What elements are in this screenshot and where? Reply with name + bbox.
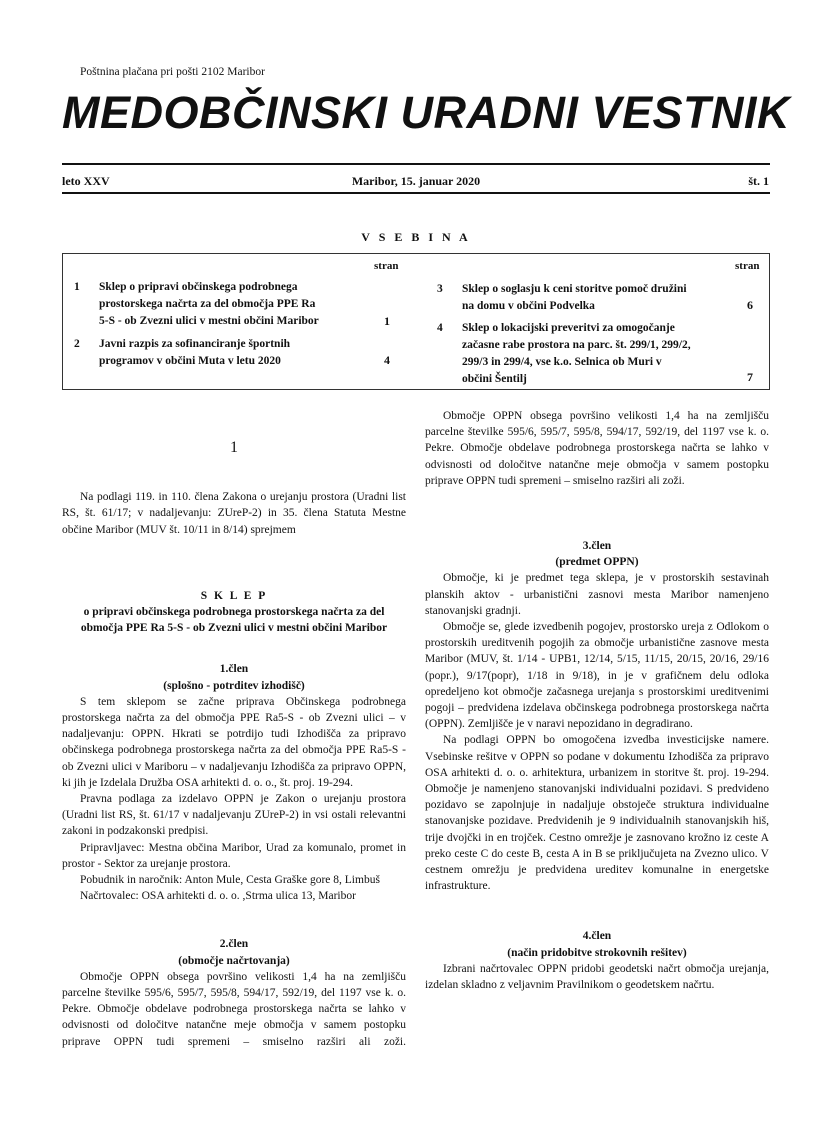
document-type: S K L E P <box>200 589 268 602</box>
toc-item-number: 4 <box>437 322 443 334</box>
right-column <box>425 410 769 993</box>
section-2-text-start: Območje OPPN obsega površino velikosti 1,4 ha na zemljišču parcelne številke 595/6, 595/7, 595/8, 594/17, 592/19, del 1197 vse k. o. Pekre. Območje obdelave podrobnega prostorskega načrta se lahko v odvisnosti od določitve natančne meje območja v samem postopku priprave OPPN tudi spremeni – smiselno razširi ali zoži. <box>62 970 406 1048</box>
toc-item-title: Sklep o soglasju k ceni storitve pomoč družini na domu v občini Podvelka <box>462 283 687 312</box>
volume-year: leto XXV <box>62 174 110 188</box>
section-4-heading: 4.člen <box>582 930 612 943</box>
section-1-paragraph: Pravna podlaga za izdelavo OPPN je Zakon o urejanju prostora (Uradni list RS, št. 61/17 v nadaljevanju ZUreP-2) in vsi ostali relevantni zakoni in podzakonski predpisi. <box>62 793 406 838</box>
toc-item-number: 3 <box>437 283 443 295</box>
toc-item-page: 1 <box>384 314 390 328</box>
toc-page-label-right: stran <box>735 260 760 272</box>
section-4-subheading: (način pridobitve strokovnih rešitev) <box>507 946 687 959</box>
section-2-text-continued: Območje OPPN obsega površino velikosti 1,4 ha na zemljišču parcelne številke 595/6, 595/7, 595/8, 594/17, 592/19, del 1197 vse k. o. Pekre. Območje obdelave podrobnega prostorskega načrta se lahko v odvisnosti od določitve natančne meje območja v samem postopku priprave OPPN tudi spremeni – smiselno razširi ali zoži. <box>425 410 769 487</box>
left-column <box>62 439 406 1048</box>
section-1-paragraph: Pobudnik in naročnik: Anton Mule, Cesta Graške gore 8, Limbuš <box>80 874 380 887</box>
toc-item-title: Javni razpis za sofinanciranje športnih programov v občini Muta v letu 2020 <box>99 338 291 367</box>
header-rule-top <box>62 163 770 165</box>
section-2-heading: 2.člen <box>219 938 249 951</box>
masthead-title: MEDOBČINSKI URADNI VESTNIK <box>62 87 791 138</box>
section-2-subheading: (območje načrtovanja) <box>178 954 290 967</box>
header-rule-bottom <box>62 192 770 194</box>
section-1-paragraph: Pripravljavec: Mestna občina Maribor, Urad za komunalo, promet in prostor - Sektor za urejanje prostora. <box>62 841 406 870</box>
toc-item-title: Sklep o pripravi občinskega podrobnega prostorskega načrta za del območja PPE Ra 5-S - ob Zvezni ulici v mestni občini Maribor <box>99 281 319 327</box>
postage-note: Poštnina plačana pri pošti 2102 Maribor <box>80 66 265 78</box>
document-title: o pripravi občinskega podrobnega prostorskega načrta za del območja PPE Ra 5-S - ob Zvezni ulici v mestni občini Maribor <box>80 606 388 635</box>
section-3-paragraph: Območje se, glede izvedbenih pogojev, prostorsko ureja z Odlokom o prostorskih ureditvenih pogojih za območje urbanistične zasnove mesta Maribor (MUV, št. 1/14 - UPB1, 12/14, 5/15, 11/15, 20/15, 20/16, 29/16 (popr.), 9/17(popr), 1/18 in 9/18), in je v grafičnem delu odloka opredeljeno kot območje začasnega urejanja s prostorskimi ureditvenimi pogoji – predvidena izdelava občinskega podrobnega prostorskega načrta (OPPN). Zemljišče je v naravi nepozidano in degradirano. <box>425 621 769 731</box>
preamble: Na podlagi 119. in 110. člena Zakona o urejanju prostora (Uradni list RS, št. 61/17; v nadaljevanju: ZUreP-2) in 35. člena Statuta Mestne občine Maribor (MUV št. 10/11 in 8/14) sprejmem <box>62 491 406 536</box>
section-3-subheading: (predmet OPPN) <box>555 556 639 569</box>
section-3-paragraph: Na podlagi OPPN bo omogočena izvedba investicijske namere. Vsebinske rešitve v OPPN so podane v dokumentu Izhodišča za pripravo OSA arhitekti d. o. o. arhitektura, urbanizem in storitve št. proj. 19-294. Območje je namenjeno stanovanjski individualni pozidavi. S predvideno pozidavo se zapolnjuje in nadaljuje obstoječe struktura individualne stanovanjske pozidave. Predvidenih je 9 individualnih stanovanjskih hiš, trije dvojčki in en trojček. Cestno omrežje je zasnovano krožno iz ceste A preko ceste C do ceste B, cesta A in B se priključujeta na Zvezno ulico. V cestnem omrežju je predvidena ureditev komunalne in energetske infrastrukture. <box>425 734 769 893</box>
toc-item-page: 6 <box>747 298 753 312</box>
toc-item-page: 7 <box>747 370 753 384</box>
section-3-paragraph: Območje, ki je predmet tega sklepa, je v prostorskih sestavinah planskih aktov - urbanistični zasnovi mesta Maribor namenjeno stanovanjski gradnji. <box>425 572 769 617</box>
toc-item-number: 2 <box>74 338 80 350</box>
section-1-heading: 1.člen <box>219 663 249 676</box>
section-4-text: Izbrani načrtovalec OPPN pridobi geodetski načrt območja urejanja, izdelan skladno z veljavnim Pravilnikom o geodetskem načrtu. <box>425 962 769 992</box>
article-number: 1 <box>230 439 238 456</box>
toc-item-page: 4 <box>384 353 390 367</box>
section-1-paragraph: Načrtovalec: OSA arhitekti d. o. o. ,Strma ulica 13, Maribor <box>80 890 356 903</box>
toc-item-number: 1 <box>74 281 80 293</box>
toc-item-title: Sklep o lokacijski preveritvi za omogočanje začasne rabe prostora na parc. št. 299/1, 299/2, 299/3 in 299/4, vse k.o. Selnica ob Muri v občini Šentilj <box>462 322 691 385</box>
section-1-subheading: (splošno - potrditev izhodišč) <box>163 679 305 692</box>
toc-page-label-left: stran <box>374 260 399 272</box>
issue-number: št. 1 <box>748 174 769 188</box>
section-1-paragraph: S tem sklepom se začne priprava Občinskega podrobnega prostorskega načrta za del območja PPE Ra5-S - ob Zvezni ulici – v nadaljevanju: OPPN. Hkrati se potrdijo tudi Izhodišča za pripravo občinskega podrobnega prostorskega načrta za del območja PPE Ra5-S - ob Zvezni ulici v Mariboru – v nadaljevanju Izhodišča za pripravo OPPN, ki jih je Izdelala Družba OSA arhitekti d. o. o., št. proj. 19-294. <box>62 695 406 789</box>
toc-title: V S E B I N A <box>361 230 471 244</box>
section-3-heading: 3.člen <box>582 540 612 552</box>
issue-date: Maribor, 15. januar 2020 <box>351 174 481 188</box>
